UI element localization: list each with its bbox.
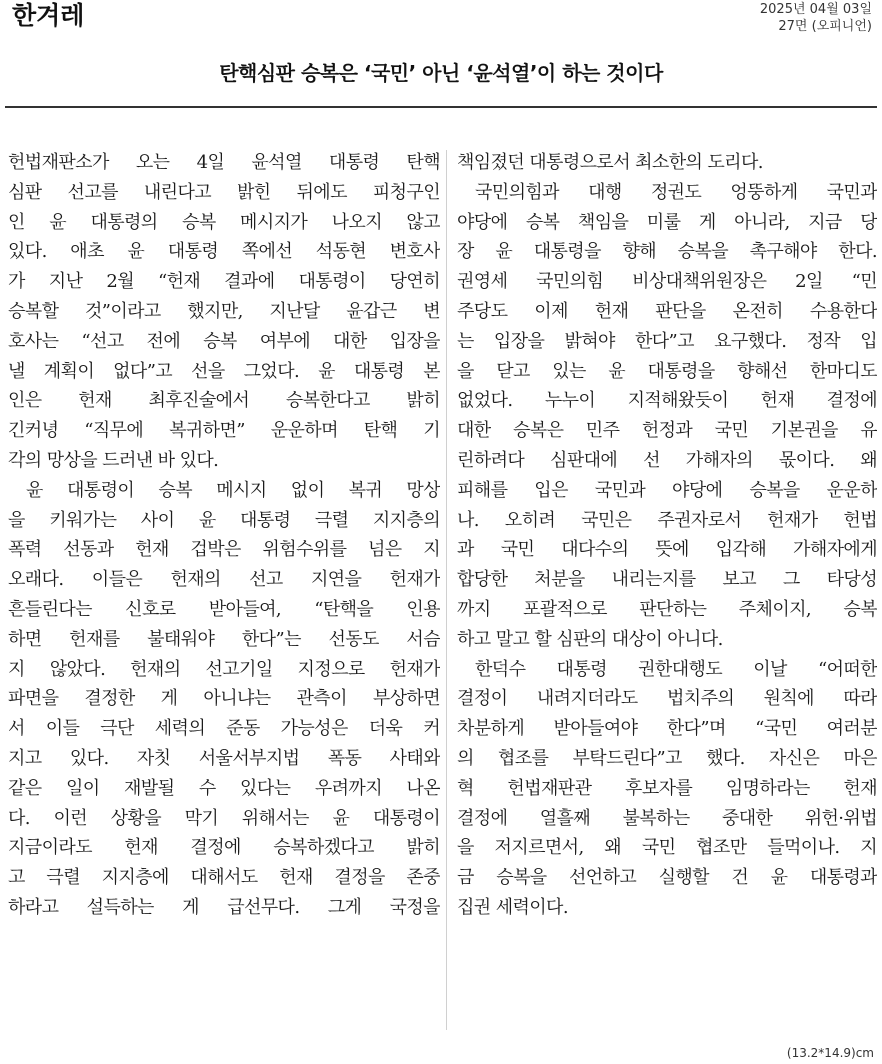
article-line: 을 닫고 있는 윤 대통령을 향해선 한마디도: [457, 360, 877, 382]
article-line: 권영세 국민의힘 비상대책위원장은 2일 “민: [457, 271, 877, 293]
article-line: 나. 오히려 국민은 주권자로서 헌재가 헌법: [457, 509, 877, 531]
article-line: 헌법재판소가 오는 4일 윤석열 대통령 탄핵: [8, 152, 440, 173]
article-line: 의 협조를 부탁드린다”고 했다. 자신은 마은: [457, 747, 877, 769]
article-line: 린하려다 심판대에 선 가해자의 몫이다. 왜: [457, 449, 877, 471]
article-column-right: [457, 148, 877, 923]
article-line: 대한 승복은 민주 헌정과 국민 기본권을 유: [457, 420, 877, 442]
article-line: 까지 포괄적으로 판단하는 주체이지, 승복: [457, 598, 877, 620]
article-line: 차분하게 받아들여야 한다”며 “국민 여러분: [457, 718, 877, 740]
article-line: 결정에 열흘째 불복하는 중대한 위헌·위법: [457, 807, 877, 829]
article-line: 결정이 내려지더라도 법치주의 원칙에 따라: [457, 688, 877, 710]
article-line: 하라고 설득하는 게 급선무다. 그게 국정을: [8, 896, 440, 918]
article-line: 고 극렬 지지층에 대해서도 헌재 결정을 존중: [8, 867, 440, 889]
publication-date: 2025년 04월 03일: [759, 2, 872, 17]
article-line: 가 지난 2월 “헌재 결과에 대통령이 당연히: [8, 271, 440, 293]
article-line: 지금이라도 헌재 결정에 승복하겠다고 밝히: [8, 837, 440, 859]
article-line: 혁 헌법재판관 후보자를 임명하라는 헌재: [457, 777, 877, 799]
headline: 탄핵심판 승복은 ‘국민’ 아닌 ‘윤석열’이 하는 것이다: [219, 61, 663, 85]
article-line: 는 입장을 밝혀야 한다”고 요구했다. 정작 입: [457, 330, 877, 352]
publication-meta: [760, 1, 872, 35]
article-line: 집권 세력이다.: [457, 896, 568, 918]
article-line: 인은 헌재 최후진술에서 승복한다고 밝히: [8, 390, 440, 412]
article-line: 흔들린다는 신호로 받아들여, “탄핵을 인용: [8, 598, 440, 620]
article-line: 국민의힘과 대행 정권도 엉뚱하게 국민과: [475, 181, 877, 203]
article-line: 하고 말고 할 심판의 대상이 아니다.: [457, 628, 723, 650]
article-line: 금 승복을 선언하고 실행할 건 윤 대통령과: [457, 867, 877, 889]
article-line: 주당도 이제 헌재 판단을 온전히 수용한다: [457, 300, 877, 322]
article-line: 지 않았다. 헌재의 선고기일 지정으로 헌재가: [8, 658, 440, 680]
column-divider: [446, 150, 447, 1030]
article-line: 심판 선고를 내린다고 밝힌 뒤에도 피청구인: [8, 181, 440, 203]
article-line: 책임졌던 대통령으로서 최소한의 도리다.: [457, 152, 763, 173]
article-line: 파면을 결정한 게 아니냐는 관측이 부상하면: [8, 688, 440, 710]
article-line: 긴커녕 “직무에 복귀하면” 운운하며 탄핵 기: [8, 420, 440, 442]
article-line: 승복할 것”이라고 했지만, 지난달 윤갑근 변: [8, 300, 440, 322]
newspaper-logo: 한겨레: [12, 1, 85, 30]
article-line: 피해를 입은 국민과 야당에 승복을 운운하: [457, 479, 877, 501]
clipping-size-note: (13.2*14.9)cm: [786, 1046, 874, 1060]
article-line: 서 이들 극단 세력의 준동 가능성은 더욱 커: [8, 718, 440, 740]
article-line: 과 국민 대다수의 뜻에 입각해 가해자에게: [457, 539, 877, 561]
headline-divider: [5, 106, 877, 108]
article-line: 없었다. 누누이 지적해왔듯이 헌재 결정에: [457, 390, 877, 412]
article-column-left: [8, 148, 440, 923]
article-line: 하면 헌재를 불태워야 한다”는 선동도 서슴: [8, 628, 440, 650]
article-line: 폭력 선동과 헌재 겁박은 위험수위를 넘은 지: [8, 539, 440, 561]
article-line: 같은 일이 재발될 수 있다는 우려까지 나온: [8, 777, 440, 799]
article-line: 다. 이런 상황을 막기 위해서는 윤 대통령이: [8, 807, 440, 829]
article-line: 오래다. 이들은 헌재의 선고 지연을 헌재가: [8, 569, 440, 591]
article-line: 지고 있다. 자칫 서울서부지법 폭동 사태와: [8, 747, 440, 769]
article-line: 한덕수 대통령 권한대행도 이날 “어떠한: [475, 658, 877, 680]
page-section: 27면 (오피니언): [778, 19, 872, 34]
article-line: 윤 대통령이 승복 메시지 없이 복귀 망상: [26, 479, 440, 501]
article-line: 낼 계획이 없다”고 선을 그었다. 윤 대통령 본: [8, 360, 440, 382]
article-line: 을 저지르면서, 왜 국민 협조만 들먹이나. 지: [457, 837, 877, 859]
article-line: 을 키워가는 사이 윤 대통령 극렬 지지층의: [8, 509, 440, 531]
article-line: 합당한 처분을 내리는지를 보고 그 타당성: [457, 569, 877, 591]
article-line: 각의 망상을 드러낸 바 있다.: [8, 449, 219, 471]
article-line: 호사는 “선고 전에 승복 여부에 대한 입장을: [8, 330, 440, 352]
article-line: 인 윤 대통령의 승복 메시지가 나오지 않고: [8, 211, 440, 233]
article-line: 장 윤 대통령을 향해 승복을 촉구해야 한다.: [457, 241, 877, 263]
article-line: 있다. 애초 윤 대통령 쪽에선 석동현 변호사: [8, 241, 440, 263]
article-line: 야당에 승복 책임을 미룰 게 아니라, 지금 당: [457, 211, 877, 233]
